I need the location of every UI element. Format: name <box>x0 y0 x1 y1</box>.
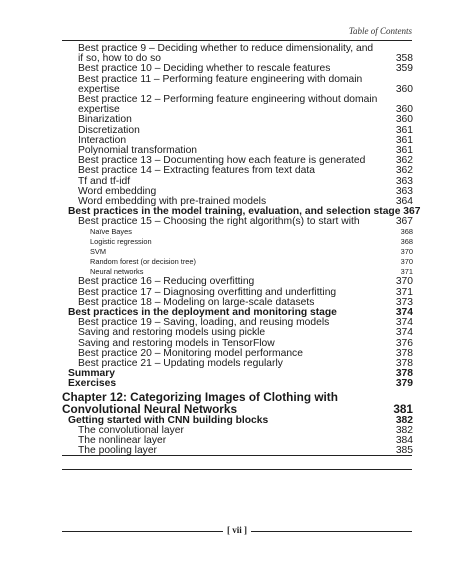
toc-entry-page: 378 <box>395 357 413 369</box>
toc-entry-page: 376 <box>395 337 413 349</box>
toc-entry-title: The nonlinear layer <box>78 434 167 446</box>
toc-entry-title: SVM <box>90 247 107 257</box>
toc-entry-page: 364 <box>395 195 413 207</box>
toc-entry-page: 367 <box>395 216 413 228</box>
toc-entry-title: Best practice 20 – Monitoring model performance <box>78 347 303 359</box>
chapter-rule-top <box>62 455 412 456</box>
toc-entry[interactable] <box>60 257 413 267</box>
toc-entry-page: 358 <box>395 53 413 65</box>
toc-entry-page: 384 <box>395 434 413 446</box>
toc-entry-title: Polynomial transformation <box>78 144 198 156</box>
toc-entry-page: 382 <box>395 414 413 426</box>
toc-entry[interactable] <box>60 44 413 64</box>
toc-chapter-entry[interactable] <box>60 391 413 416</box>
toc-entry-title: Best practice 10 – Deciding whether to rescale features <box>78 63 331 75</box>
toc-entry-page: 370 <box>400 247 413 257</box>
toc-entry-page: 368 <box>400 227 413 237</box>
toc-entry-page: 363 <box>395 185 413 197</box>
table-of-contents <box>60 43 421 457</box>
toc-entry-title: The pooling layer <box>78 445 157 457</box>
toc-entry-page: 382 <box>395 424 413 436</box>
toc-entry-title: Summary <box>68 368 115 380</box>
toc-entry-page: 379 <box>395 378 413 390</box>
toc-entry-page: 378 <box>395 347 413 359</box>
toc-entry-page: 361 <box>395 144 413 156</box>
toc-entry-title: Logistic regression <box>90 237 152 247</box>
toc-entry-page: 374 <box>395 307 413 319</box>
toc-entry-title: Binarization <box>78 114 132 126</box>
running-header: Table of Contents <box>348 26 412 36</box>
toc-entry-title: Best practices in the deployment and monitoring stage <box>68 307 337 319</box>
toc-entry-page: 361 <box>395 124 413 136</box>
toc-entry-title: Saving and restoring models using pickle <box>78 327 266 339</box>
toc-entry-page: 381 <box>393 402 413 417</box>
toc-entry-page: 371 <box>395 286 413 298</box>
toc-entry-title: Best practice 21 – Updating models regularly <box>78 357 283 369</box>
toc-entry-title: Best practice 17 – Diagnosing overfitting and underfitting <box>78 286 337 298</box>
toc-entry-page: 374 <box>395 327 413 339</box>
header-rule <box>62 40 412 41</box>
toc-entry-page: 363 <box>395 175 413 187</box>
toc-entry-page: 378 <box>395 368 413 380</box>
toc-entry-title: Random forest (or decision tree) <box>90 257 196 267</box>
toc-entry-title: Exercises <box>68 378 117 390</box>
toc-entry[interactable] <box>60 227 413 237</box>
toc-entry[interactable] <box>60 217 413 227</box>
toc-entry-page: 373 <box>395 296 413 308</box>
toc-entry-title: Getting started with CNN building blocks <box>68 414 269 426</box>
toc-entry-page: 360 <box>395 83 413 95</box>
toc-entry-title: Best practice 15 – Choosing the right algorithm(s) to start with <box>78 216 360 228</box>
toc-entry-title: Best practice 16 – Reducing overfitting <box>78 276 255 288</box>
toc-entry-page: 371 <box>400 267 413 277</box>
toc-entry-page: 360 <box>395 114 413 126</box>
toc-entry-title: Tf and tf-idf <box>78 175 131 187</box>
toc-entry-page: 362 <box>395 165 413 177</box>
toc-entry[interactable] <box>60 95 413 115</box>
toc-entry-title: Neural networks <box>90 267 144 277</box>
toc-entry-page: 368 <box>400 237 413 247</box>
toc-entry-page: 362 <box>395 155 413 167</box>
toc-entry-page: 360 <box>395 104 413 116</box>
toc-entry-title: Discretization <box>78 124 140 136</box>
toc-entry-title: Interaction <box>78 134 127 146</box>
toc-entry-title: Naïve Bayes <box>90 227 132 237</box>
toc-entry-title: Word embedding with pre-trained models <box>78 195 267 207</box>
toc-entry-title: Best practice 13 – Documenting how each feature is generated <box>78 155 366 167</box>
page-number: [ vii ] <box>223 525 251 535</box>
toc-entry-title: Best practices in the model training, evaluation, and selection stage <box>68 206 401 218</box>
toc-entry[interactable] <box>60 75 413 95</box>
toc-entry-title: Best practice 11 – Performing feature engineering with domain expertise <box>78 73 363 95</box>
toc-entry-title: Best practice 9 – Deciding whether to reduce dimensionality, and if so, how to do so <box>78 43 374 65</box>
toc-entry[interactable] <box>60 379 413 389</box>
toc-entry-title: The convolutional layer <box>78 424 184 436</box>
toc-entry-page: 370 <box>395 276 413 288</box>
toc-entry-title: Best practice 18 – Modeling on large-scale datasets <box>78 296 315 308</box>
toc-entry-page: 370 <box>400 257 413 267</box>
toc-entry-page: 374 <box>395 317 413 329</box>
toc-entry[interactable] <box>60 247 413 257</box>
toc-entry-page: 367 <box>403 206 421 218</box>
toc-entry[interactable] <box>60 166 413 176</box>
toc-entry-title: Best practice 14 – Extracting features from text data <box>78 165 315 177</box>
toc-entry-title: Chapter 12: Categorizing Images of Clothing with Convolutional Neural Networks <box>62 389 338 417</box>
toc-entry-title: Word embedding <box>78 185 157 197</box>
toc-entry-title: Saving and restoring models in TensorFlow <box>78 337 275 349</box>
toc-entry-page: 359 <box>395 63 413 75</box>
toc-entry-page: 385 <box>395 445 413 457</box>
toc-entry-title: Best practice 12 – Performing feature engineering without domain expertise <box>78 94 378 116</box>
page-number-footer <box>0 525 474 535</box>
toc-entry-title: Best practice 19 – Saving, loading, and reusing models <box>78 317 330 329</box>
toc-entry-page: 361 <box>395 134 413 146</box>
toc-entry[interactable] <box>60 237 413 247</box>
chapter-rule-bottom <box>62 469 412 470</box>
